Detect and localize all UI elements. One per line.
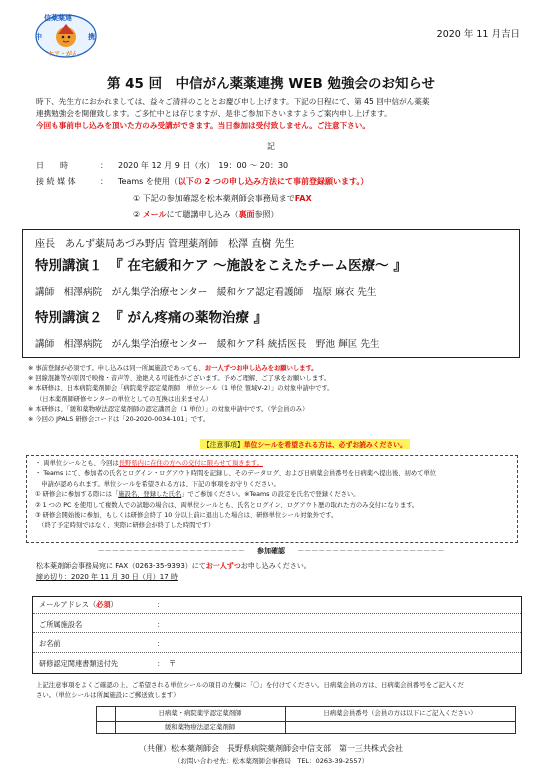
method-instruction: 以下の 2 つの申し込み方法にて事前登録願います。） bbox=[177, 177, 369, 186]
form-colon: ： bbox=[157, 619, 165, 629]
required-marker: 必須 bbox=[96, 600, 111, 609]
intro-line: 連携勉強会を開催致します。ご多忙中とは存じますが、是非ご参加下さいますようご案内申し上げます。 bbox=[36, 109, 392, 118]
step-1-number: ① bbox=[133, 194, 141, 203]
separator-dashes: －－－－－－－－－－－－－－－－－－－－－ bbox=[97, 547, 245, 555]
attention-banner bbox=[200, 439, 410, 449]
note-item: ※ 本研修は、日本病院薬剤師会「病院薬学認定薬剤師 単位シール（1 単位 領域Ⅴ-2）」の対象申請中です。 bbox=[28, 385, 334, 393]
checkbox-cell[interactable] bbox=[97, 707, 116, 722]
form-colon: ： bbox=[157, 639, 165, 648]
note-item: ※ 今回の JPALS 研修会コードは「20-2020-0034-101」です。 bbox=[28, 416, 210, 424]
form-label: 研修認定関連書類送付先 bbox=[39, 658, 119, 668]
intro-warning: 今回も事前申し込みを頂いた方のみ受講ができます。当日参加は受付致しません。ご注意下さい。 bbox=[36, 121, 370, 130]
form-row-address[interactable] bbox=[33, 656, 521, 672]
table-cell: 日病薬会員番号（会員の方は以下にご記入ください） bbox=[285, 707, 515, 722]
note-item bbox=[28, 364, 518, 374]
step-2-mail: メール bbox=[142, 210, 167, 219]
logo-bottom-text: ケア・がん bbox=[48, 51, 79, 58]
date-value: 2020 年 12 月 9 日（水） 19：00 ～ 20：30 bbox=[118, 161, 289, 170]
separator-label: 参加確認 bbox=[257, 547, 285, 555]
application-emphasis: お一人ずつ bbox=[205, 562, 241, 570]
step-1-fax: FAX bbox=[294, 194, 312, 203]
method-value bbox=[118, 176, 368, 187]
label-text: メールアドレス（ bbox=[39, 600, 97, 609]
lecture-2-title: 特別講演２ 『 がん疼痛の薬物治療 』 bbox=[35, 310, 268, 326]
note-item: ※ 回線混雑等が原因で映像・音声等、途絶える可能性がございます。予めご理解、ご了承をお願いします。 bbox=[28, 375, 331, 383]
form-label: ご所属施設名 bbox=[39, 619, 83, 629]
seal-instructions bbox=[36, 680, 516, 700]
notice-line: ・ Teams にて、参加者の氏名とログイン・ログアウト時間を記録し、そのデータログ、および日病薬会員番号を日病薬へ提出後、初めて単位 bbox=[35, 470, 437, 478]
notice-emphasis: 長野県内に在住の方への交付に限らせて頂きます。 bbox=[118, 460, 263, 467]
notice-emphasis: 施設名、登録した氏名 bbox=[118, 491, 182, 499]
notes-list bbox=[28, 364, 518, 425]
notice-text: ① 研修会に参加する際には「 bbox=[35, 491, 119, 499]
chairperson: 座長 あんず薬局あづみ野店 管理薬剤師 松澤 直樹 先生 bbox=[35, 239, 295, 250]
intro-paragraph bbox=[36, 96, 512, 132]
notice-line bbox=[35, 459, 509, 469]
lecture-2-speaker: 講師 相澤病院 がん集学治療センター 緩和ケア科 統括医長 野池 輝匡 先生 bbox=[35, 339, 380, 350]
date-colon: ： bbox=[100, 161, 108, 170]
ki-heading: 記 bbox=[267, 142, 275, 151]
contact-info: （お問い合わせ先：松本薬剤師会事務局 TEL：0263-39-2557） bbox=[173, 757, 369, 765]
step-2-text: にて聴講申し込み（ bbox=[166, 210, 239, 219]
application-line bbox=[36, 561, 311, 572]
organization-logo bbox=[34, 12, 98, 60]
form-label: お名前 bbox=[39, 639, 61, 648]
date-label: 日 時 bbox=[36, 161, 68, 170]
registration-form bbox=[32, 596, 522, 674]
method-prefix: Teams を使用（ bbox=[118, 177, 178, 186]
notice-text: ・ 両単位シールとも、今回は bbox=[35, 460, 119, 467]
attention-text: 単位シールを希望される方は、必ずお読みください。 bbox=[243, 441, 407, 449]
note-emphasis: お一人ずつお申し込みをお願いします。 bbox=[204, 365, 318, 372]
notice-line bbox=[35, 490, 509, 500]
notice-text: 」でご参加ください。※Teams の設定を氏名で登録ください。 bbox=[181, 491, 360, 499]
intro-line: 時下、先生方におかれましては、益々ご清祥のこととお慶び申し上げます。下記の日程にて、第 45 回中信がん薬薬 bbox=[36, 97, 430, 106]
form-row-facility[interactable] bbox=[33, 617, 521, 634]
address-field[interactable]: 〒 bbox=[169, 658, 177, 668]
table-cell: 緩和薬物療法認定薬剤師 bbox=[115, 721, 286, 735]
method-label: 接 続 媒 体 bbox=[36, 177, 76, 186]
lecture-1-speaker: 講師 相澤病院 がん集学治療センター 緩和ケア認定看護師 塩原 麻衣 先生 bbox=[35, 287, 377, 298]
page-title: 第 45 回 中信がん薬薬連携 WEB 勉強会のお知らせ bbox=[106, 76, 436, 92]
program-box bbox=[22, 229, 520, 358]
note-text: ※ 事前登録が必須です。申し込みは同一所属施設であっても、 bbox=[28, 365, 205, 372]
step-2-end: 参照） bbox=[254, 210, 279, 219]
label-text: ） bbox=[110, 600, 118, 609]
date-row bbox=[0, 160, 542, 172]
method-row bbox=[0, 176, 542, 188]
checkbox-cell[interactable] bbox=[97, 721, 116, 734]
attention-prefix: 【注意事項】 bbox=[203, 441, 244, 449]
instruction-line: 上記注意事項をよくご確認の上、ご希望される単位シールの項目の左欄に「〇」を付けてください。日病薬会員の方は、日病薬会員番号をご記入くだ bbox=[36, 681, 465, 689]
logo-right-text: 携 bbox=[88, 33, 95, 41]
application-info bbox=[36, 561, 311, 583]
separator-dashes: －－－－－－－－－－－－－－－－－－－－－ bbox=[297, 547, 445, 555]
deadline: 締め切り：2020 年 11 月 30 日（月）17 時 bbox=[36, 573, 178, 581]
form-colon: ： bbox=[157, 600, 165, 609]
unit-seal-notice bbox=[26, 455, 518, 543]
member-number-field[interactable] bbox=[285, 721, 515, 734]
issue-date: 2020 年 11 月吉日 bbox=[436, 29, 520, 40]
logo-left-text: 中 bbox=[35, 33, 42, 41]
note-item: （日本薬剤師研修センターの単位としての互換は出来ません） bbox=[36, 395, 213, 403]
step-1 bbox=[133, 193, 312, 204]
step-1-text: 下記の参加確認を松本薬剤師会事務局まで bbox=[142, 194, 295, 203]
form-label bbox=[39, 600, 118, 610]
lecture-1-title: 特別講演１ 『 在宅緩和ケア ～施設をこえたチーム医療～ 』 bbox=[35, 258, 407, 274]
instruction-line: さい。（単位シールは所属施設にご郵送致します） bbox=[36, 691, 180, 699]
method-colon: ： bbox=[100, 177, 108, 186]
form-row-name[interactable] bbox=[33, 636, 521, 653]
step-2-number: ② bbox=[133, 210, 141, 219]
form-row-email[interactable] bbox=[33, 597, 521, 614]
notice-line: ③ 研修会開始後に参加、もしくは研修会終了 10 分以上前に退出した場合は、研修単位シール対象外です。 bbox=[35, 512, 338, 520]
table-cell: 日病薬・病院薬学認定薬剤師 bbox=[115, 707, 286, 722]
logo-top-text: 信薬薬連 bbox=[44, 14, 72, 22]
step-2 bbox=[133, 209, 279, 220]
notice-line: ② 1 つの PC を使用して複数人での試聴の場合は、両単位シールとも、氏名とログイン、ログアウト歴の取れた方のみ交付になります。 bbox=[35, 501, 419, 509]
notice-line: 申請が認められます。単位シールを希望される方は、下記の事項をお守りください。 bbox=[35, 480, 280, 488]
form-colon: ： bbox=[157, 658, 165, 668]
seal-selection-table bbox=[96, 706, 516, 734]
application-text: お申し込みください。 bbox=[240, 562, 311, 570]
cosponsors: （共催）松本薬剤師会 長野県病院薬剤師会中信支部 第一三共株式会社 bbox=[139, 744, 403, 753]
note-item: ※ 本研修は、「緩和薬物療法認定薬剤師の認定講習会（1 単位）」の対象申請中です。（学会員のみ） bbox=[28, 405, 309, 413]
participation-separator bbox=[0, 546, 542, 556]
notice-line: （終了予定時刻ではなく、実際に研修会が終了した時間です） bbox=[35, 522, 215, 530]
application-text: 松本薬剤師会事務局宛に FAX（0263-35-9393）にて bbox=[36, 562, 206, 570]
step-2-reverse: 裏面 bbox=[238, 210, 255, 219]
